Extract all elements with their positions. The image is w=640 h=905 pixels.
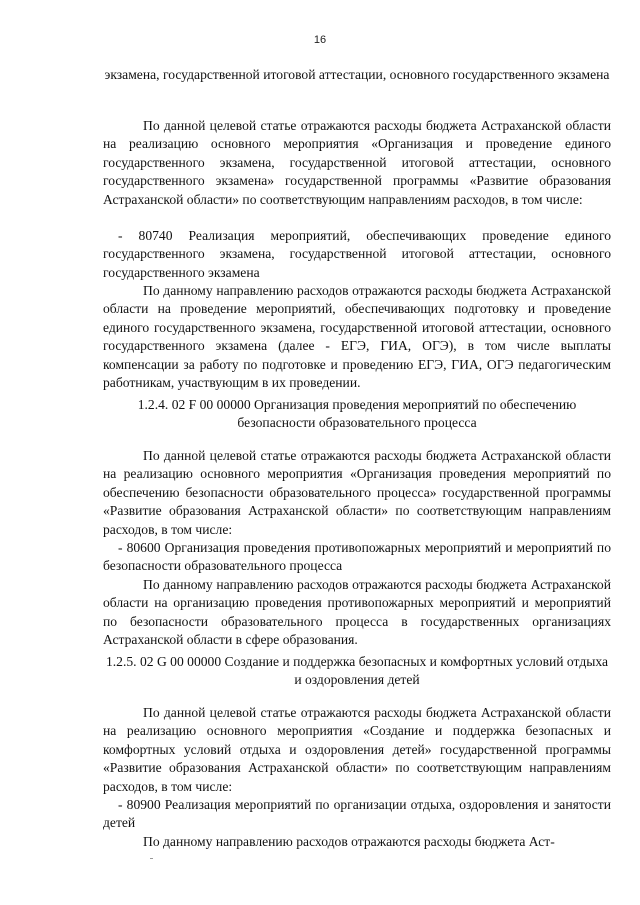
paragraph: По данному направлению расходов отражаются расходы бюджета Аст- [143, 834, 555, 849]
section-heading: 1.2.4. 02 F 00 00000 Организация проведения мероприятий по обеспечению безопасности образовательного процесса [137, 397, 577, 431]
list-item: - 80600 Организация проведения противопожарных мероприятий и мероприятий по безопасности образовательного процесса [103, 540, 611, 574]
paragraph: По данному направлению расходов отражаются расходы бюджета Астраханской области на проведение мероприятий, обеспечивающих подготовку и проведение единого государственного экзамена, государственной итоговой аттестации, основного государственного экзамена (далее - ЕГЭ, ГИА, ОГЭ), в том числе выплаты компенсации за работу по подготовке и проведению ЕГЭ, ГИА, ОГЭ педагогическим работникам, участвующим в их проведении. [103, 283, 611, 391]
list-item: - 80900 Реализация мероприятий по организации отдыха, оздоровления и занятости детей [103, 797, 611, 831]
paragraph: По данной целевой статье отражаются расходы бюджета Астраханской области на реализацию основного мероприятия «Создание и поддержка безопасных и комфортных условий отдыха и оздоровления детей» государственной программы «Развитие образования Астраханской области» по соответствующим направлениям расходов, в том числе: [103, 705, 611, 794]
list-item: - 80740 Реализация мероприятий, обеспечивающих проведение единого государственного экзамена, государственной итоговой аттестации, основного государственного экзамена [103, 228, 611, 280]
paragraph: По данной целевой статье отражаются расходы бюджета Астраханской области на реализацию основного мероприятия «Организация проведения мероприятий по обеспечению безопасности образовательного процесса» государственной программы «Развитие образования Астраханской области» по соответствующим направлениям расходов, в том числе: [103, 448, 611, 537]
page-number: 16 [313, 34, 327, 46]
paragraph: По данному направлению расходов отражаются расходы бюджета Астраханской области на организацию проведения противопожарных мероприятий и мероприятий по безопасности образовательного процесса в государственных организациях Астраханской области в сфере образования. [103, 577, 611, 648]
section-heading: 1.2.5. 02 G 00 00000 Создание и поддержка безопасных и комфортных условий отдыха и оздоровления детей [105, 654, 609, 688]
scan-mark [150, 858, 153, 859]
paragraph: По данной целевой статье отражаются расходы бюджета Астраханской области на реализацию основного мероприятия «Организация и проведение единого государственного экзамена, государственной итоговой аттестации, основного государственного экзамена» государственной программы «Развитие образования Астраханской области» по соответствующим направлениям расходов, в том числе: [103, 118, 611, 207]
continued-heading: экзамена, государственной итоговой аттестации, основного государственного экзамена [104, 67, 610, 82]
